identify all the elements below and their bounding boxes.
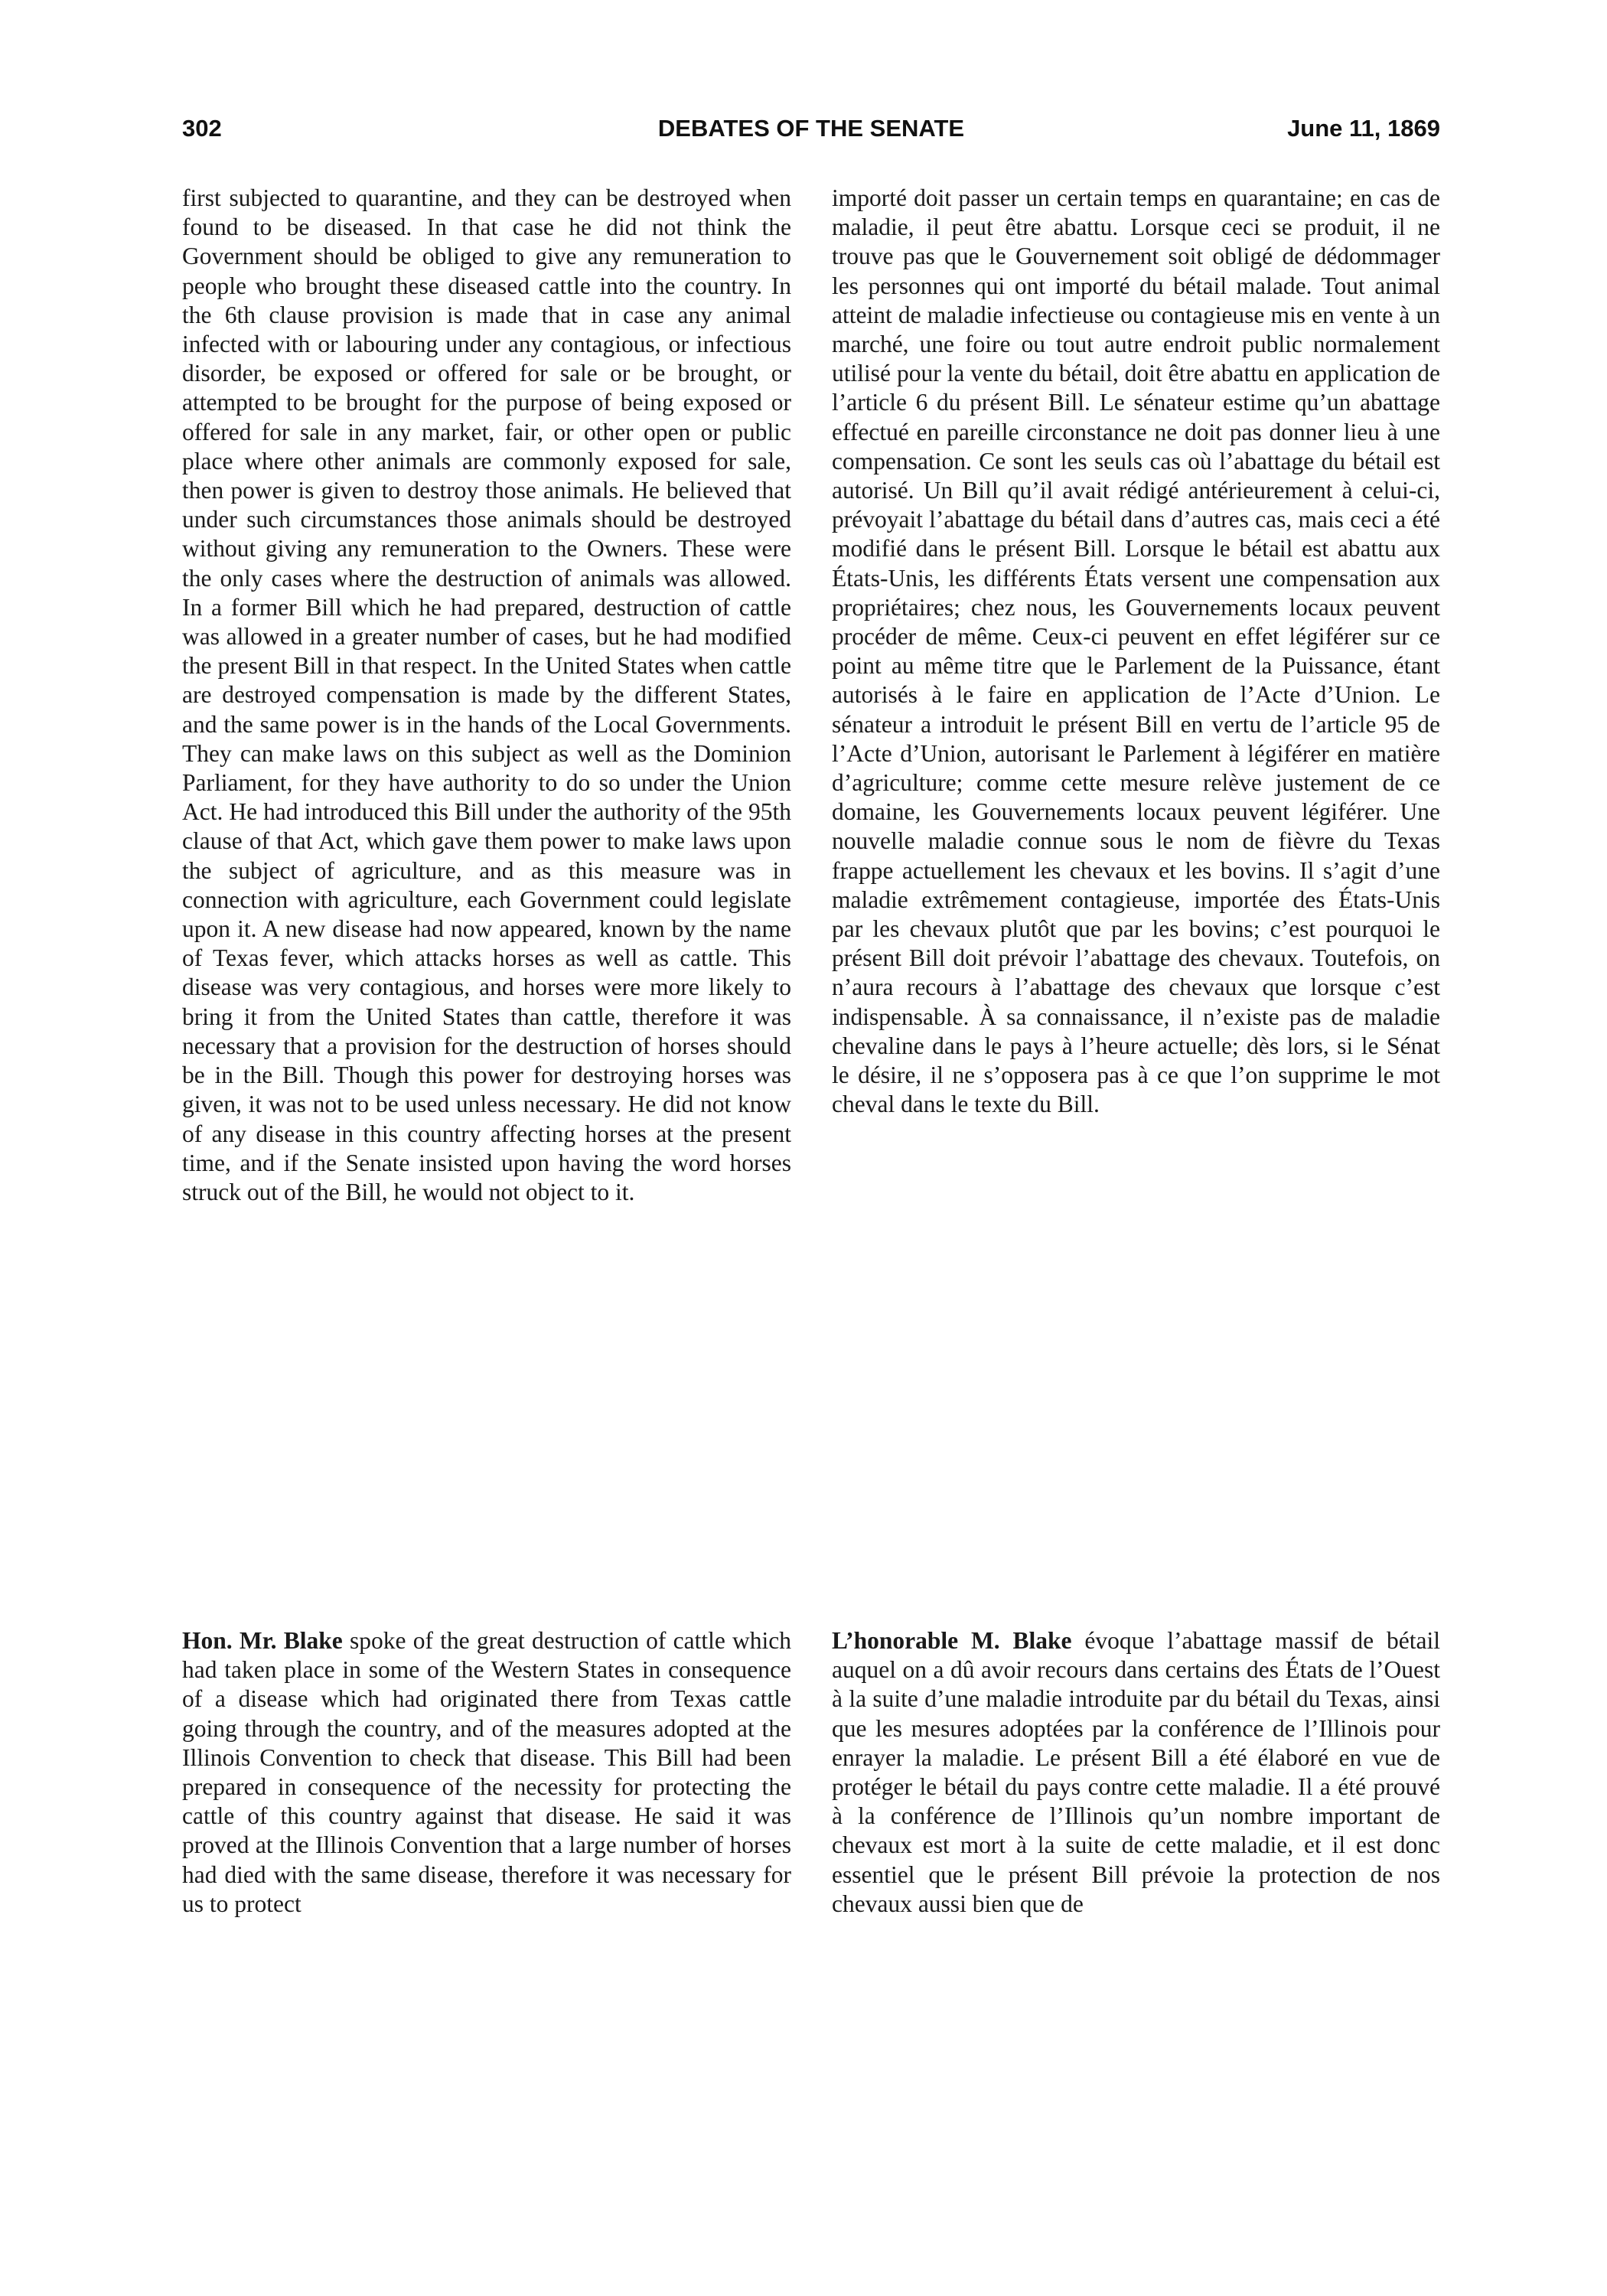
french-paragraph-2-text: évoque l’abattage massif de bétail auquel on a dû avoir recours dans certains des États de l’Ouest à la suite d’une maladie introduite par du bétail du Texas, ainsi que les mesures adoptées par la conférence de l’Illinois pour enrayer la maladie. Le présent Bill a été élaboré en vue de protéger le bétail du pays contre cette maladie. Il a été prouvé à la conférence de l’Illinois qu’un nombre important de chevaux est mort à la suite de cette maladie, et il est donc essentiel que le présent Bill prévoie la protection de nos chevaux aussi bien que de	[832, 1627, 1441, 1917]
running-title: DEBATES OF THE SENATE	[657, 115, 965, 142]
english-speaker-name: Hon. Mr. Blake	[182, 1627, 343, 1654]
english-paragraph-2	[182, 1626, 791, 1919]
sitting-date: June 11, 1869	[1287, 115, 1440, 142]
page-header	[182, 115, 1440, 153]
page-number: 302	[182, 115, 222, 142]
english-paragraph-2-text: spoke of the great destruction of cattle which had taken place in some of the Western States in consequence of a disease which had originated there from Texas cattle going through the country, and of the measures adopted at the Illinois Convention to check that disease. This Bill had been prepared in consequence of the necessity for protecting the cattle of this country against that disease. He said it was proved at the Illinois Convention that a large number of horses had died with the same disease, therefore it was necessary for us to protect	[182, 1627, 792, 1917]
english-paragraph-1: first subjected to quarantine, and they can be destroyed when found to be diseased. In that case he did not think the Government should be obliged to give any remuneration to people who brought these diseased cattle into the country. In the 6th clause provision is made that in case any animal infected with or labouring under any contagious, or infectious disorder, be exposed or offered for sale or be brought, or attempted to be brought for the purpose of being exposed or offered for sale in any market, fair, or other open or public place where other animals are commonly exposed for sale, then power is given to destroy those animals. He believed that under such circumstances those animals should be destroyed without giving any remuneration to the Owners. These were the only cases where the destruction of animals was allowed. In a former Bill which he had prepared, destruction of cattle was allowed in a greater number of cases, but he had modified the present Bill in that respect. In the United States when cattle are destroyed compensation is made by the different States, and the same power is in the hands of the Local Governments. They can make laws on this subject as well as the Dominion Parliament, for they have authority to do so under the Union Act. He had introduced this Bill under the authority of the 95th clause of that Act, which gave them power to make laws upon the subject of agriculture, and as this measure was in connection with agriculture, each Government could legislate upon it. A new disease had now appeared, known by the name of Texas fever, which attacks horses as well as cattle. This disease was very contagious, and horses were more likely to bring it from the United States than cattle, therefore it was necessary that a provision for the destruction of horses should be in the Bill. Though this power for destroying horses was given, it was not to be used unless necessary. He did not know of any disease in this country affecting horses at the present time, and if the Senate insisted upon having the word horses struck out of the Bill, he would not object to it.	[182, 184, 791, 1205]
french-paragraph-2	[832, 1626, 1440, 1919]
french-speaker-name: L’honorable M. Blake	[832, 1627, 1072, 1654]
french-paragraph-1: importé doit passer un certain temps en quarantaine; en cas de maladie, il peut être abattu. Lorsque ceci se produit, il ne trouve pas que le Gouvernement soit obligé de dédommager les personnes qui ont importé du bétail malade. Tout animal atteint de maladie infectieuse ou contagieuse mis en vente à un marché, une foire ou tout autre endroit public normalement utilisé pour la vente du bétail, doit être abattu en application de l’article 6 du présent Bill. Le sénateur estime qu’un abattage effectué en pareille circonstance ne doit pas donner lieu à une compensation. Ce sont les seuls cas où l’abattage du bétail est autorisé. Un Bill qu’il avait rédigé antérieurement à celui-ci, prévoyait l’abattage du bétail dans d’autres cas, mais ceci a été modifié dans le présent Bill. Lorsque le bétail est abattu aux États-Unis, les différents États versent une compensation aux propriétaires; chez nous, les Gouvernements locaux peuvent procéder de même. Ceux-ci peuvent en effet légiférer sur ce point au même titre que le Parlement de la Puissance, étant autorisés à le faire en application de l’Acte d’Union. Le sénateur a introduit le présent Bill en vertu de l’article 95 de l’Acte d’Union, autorisant le Parlement à légiférer en matière d’agriculture; comme cette mesure relève justement de ce domaine, les Gouvernements locaux peuvent légiférer. Une nouvelle maladie connue sous le nom de fièvre du Texas frappe actuellement les chevaux et les bovins. Il s’agit d’une maladie extrêmement contagieuse, importée des États-Unis par les chevaux plutôt que par les bovins; c’est pourquoi le présent Bill doit prévoir l’abattage des chevaux. Toutefois, on n’aura recours à l’abattage des chevaux que lorsque c’est indispensable. À sa connaissance, il n’existe pas de maladie chevaline dans le pays à l’heure actuelle; dès lors, si le Sénat le désire, il ne s’opposera pas à ce que l’on supprime le mot cheval dans le texte du Bill.	[832, 184, 1440, 1118]
